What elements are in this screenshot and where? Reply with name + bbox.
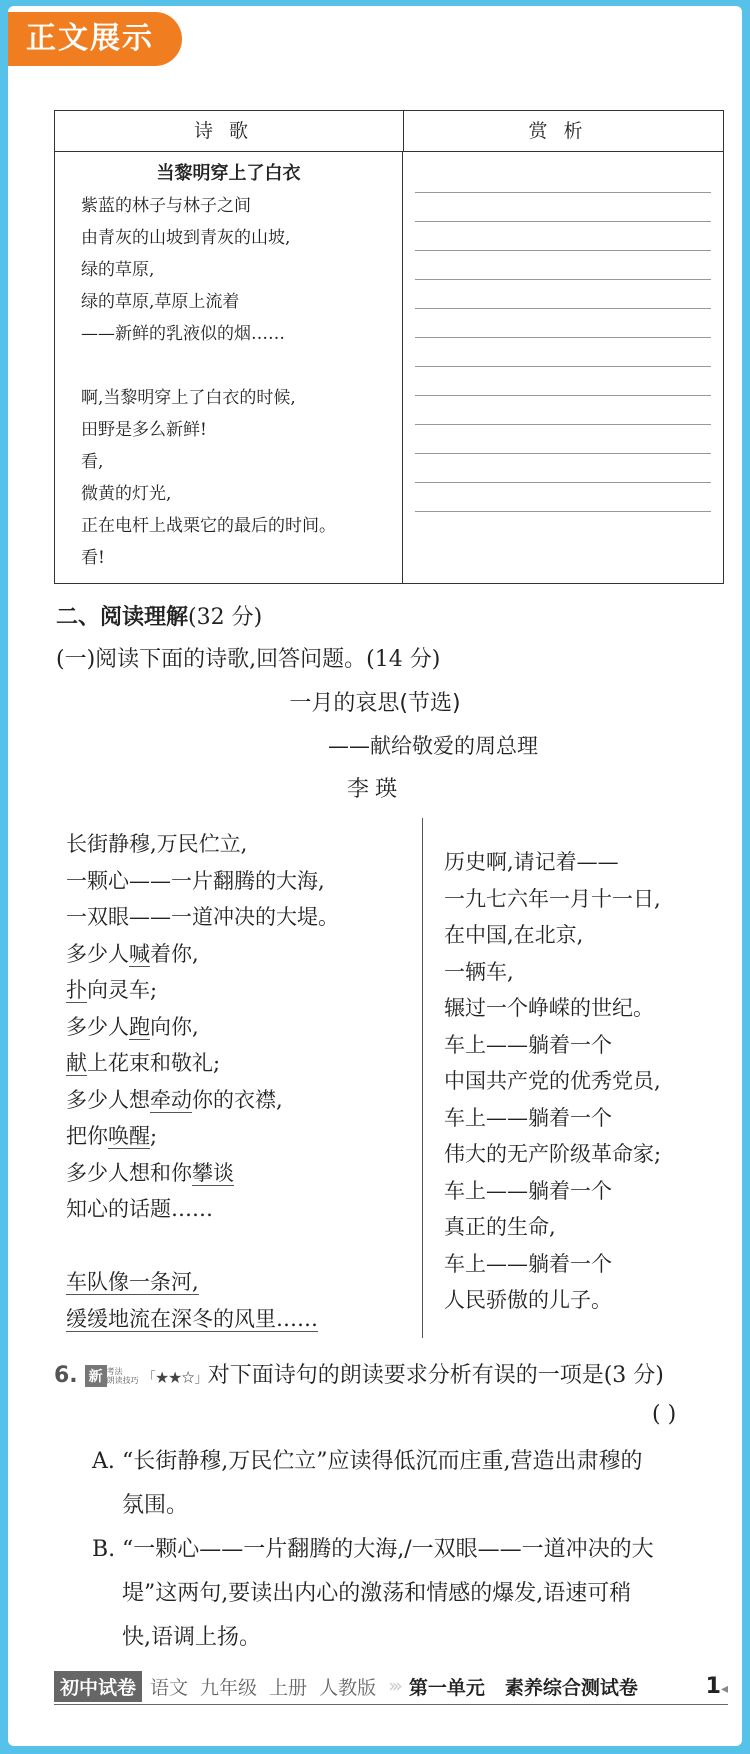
poem-line: 正在电杆上战栗它的最后的时间。 xyxy=(81,516,336,536)
poem-line: 人民骄傲的儿子。 xyxy=(444,1288,612,1312)
page-number: 1◂ xyxy=(705,1673,728,1699)
poem-line: 多少人想和你攀谈 xyxy=(66,1160,234,1185)
column-divider xyxy=(422,818,423,1338)
answer-line xyxy=(415,395,711,396)
answer-line xyxy=(415,366,711,367)
poem-line: 扑向灵车; xyxy=(66,978,158,1002)
analysis-answer-area[interactable] xyxy=(403,152,723,584)
question-number: 6. xyxy=(54,1363,78,1388)
new-badge: 新 xyxy=(85,1365,107,1387)
page-footer xyxy=(54,1668,728,1705)
footer-test: 素养综合测试卷 xyxy=(504,1676,638,1699)
answer-line xyxy=(415,250,711,251)
poem-analysis-table xyxy=(54,110,724,584)
poem-line: 多少人想牵动你的衣襟, xyxy=(66,1087,283,1112)
poem-line: 缓缓地流在深冬的风里…… xyxy=(66,1306,318,1331)
answer-blank[interactable]: ( ) xyxy=(652,1402,677,1427)
poem-line: 辗过一个峥嵘的世纪。 xyxy=(444,996,654,1020)
table-poem-title: 当黎明穿上了白衣 xyxy=(156,163,301,184)
question-text: 对下面诗句的朗读要求分析有误的一项是(3 分) xyxy=(207,1363,664,1388)
poem-line: 微黄的灯光, xyxy=(81,484,172,504)
page-marker-icon: ◂ xyxy=(720,1680,728,1697)
footer-brand: 初中试卷 xyxy=(54,1671,142,1702)
table-poem-cell xyxy=(55,152,403,584)
answer-line xyxy=(415,279,711,280)
poem-line: 真正的生命, xyxy=(444,1215,556,1239)
poem-line: 一双眼——一道冲决的大堤。 xyxy=(66,905,339,929)
poem-line: 把你唤醒; xyxy=(66,1124,158,1148)
poem-right-column xyxy=(444,844,742,1319)
poem-left-column xyxy=(66,826,416,1337)
page xyxy=(8,6,742,1746)
poem-subtitle: ——献给敬爱的周总理 xyxy=(328,734,538,758)
poem-line: ——新鲜的乳液似的烟…… xyxy=(81,324,285,344)
answer-line xyxy=(415,424,711,425)
option-b[interactable]: B. “一颗心——一片翻腾的大海,/一双眼——一道冲决的大 堤”这两句,要读出内心的激荡和情感的爆发,语速可稍 快,语调上扬。 xyxy=(92,1537,654,1650)
table-header-poem: 诗歌 xyxy=(55,111,404,151)
poem-line: 啊,当黎明穿上了白衣的时候, xyxy=(81,388,296,408)
section-tag: 正文展示 xyxy=(8,12,182,66)
answer-line xyxy=(415,337,711,338)
poem-line: 知心的话题…… xyxy=(66,1197,213,1221)
poem-author: 李瑛 xyxy=(346,777,403,802)
poem-line: 一九七六年一月十一日, xyxy=(444,886,661,911)
badge-label: 考法 朗读技巧 xyxy=(106,1367,139,1385)
section-heading: 二、阅读理解(32 分) xyxy=(56,605,263,630)
footer-subject: 语文 xyxy=(150,1676,189,1699)
answer-line xyxy=(415,482,711,483)
poem-line: 在中国,在北京, xyxy=(444,923,584,947)
answer-line xyxy=(415,221,711,222)
poem-line: 绿的草原,草原上流着 xyxy=(81,292,240,312)
answer-line xyxy=(415,192,711,193)
option-a[interactable]: A. “长街静穆,万民伫立”应读得低沉而庄重,营造出肃穆的 氛围。 xyxy=(92,1449,643,1518)
question-intro: (一)阅读下面的诗歌,回答问题。(14 分) xyxy=(56,647,441,672)
poem-line: 长街静穆,万民伫立, xyxy=(66,832,248,856)
poem-line: 车上——躺着一个 xyxy=(444,1251,612,1276)
answer-line xyxy=(415,453,711,454)
poem-line: 车队像一条河, xyxy=(66,1270,199,1294)
poem-line: 一颗心——一片翻腾的大海, xyxy=(66,868,325,893)
footer-edition: 人教版 xyxy=(319,1676,377,1699)
question-6 xyxy=(54,1358,664,1389)
poem-line: 车上——躺着一个 xyxy=(444,1105,612,1130)
difficulty-stars: 「★★☆」 xyxy=(142,1371,208,1386)
answer-line xyxy=(415,511,711,512)
footer-grade: 九年级 xyxy=(200,1676,258,1699)
poem-line: 田野是多么新鲜! xyxy=(81,420,207,440)
poem-line: 看! xyxy=(81,548,105,568)
poem-line: 多少人跑向你, xyxy=(66,1014,199,1039)
poem-line: 多少人喊着你, xyxy=(66,941,199,966)
poem-line: 由青灰的山坡到青灰的山坡, xyxy=(81,228,291,248)
poem-line: 紫蓝的林子与林子之间 xyxy=(81,196,251,216)
poem-line: 伟大的无产阶级革命家; xyxy=(444,1142,662,1166)
poem-line: 绿的草原, xyxy=(81,260,155,280)
answer-line xyxy=(415,308,711,309)
footer-unit: 第一单元 xyxy=(408,1676,485,1699)
poem-line: 车上——躺着一个 xyxy=(444,1178,612,1203)
poem-title: 一月的哀思(节选) xyxy=(289,691,461,716)
poem-line: 一辆车, xyxy=(444,959,514,984)
footer-arrows-icon: ››› xyxy=(388,1675,399,1697)
poem-line: 历史啊,请记着—— xyxy=(444,850,619,874)
poem-line: 中国共产党的优秀党员, xyxy=(444,1069,661,1093)
footer-term: 上册 xyxy=(269,1676,308,1699)
poem-line: 车上——躺着一个 xyxy=(444,1032,612,1057)
poem-line: 献上花束和敬礼; xyxy=(66,1051,221,1075)
poem-line: 看, xyxy=(81,452,104,472)
table-header-analysis: 赏析 xyxy=(528,120,599,142)
